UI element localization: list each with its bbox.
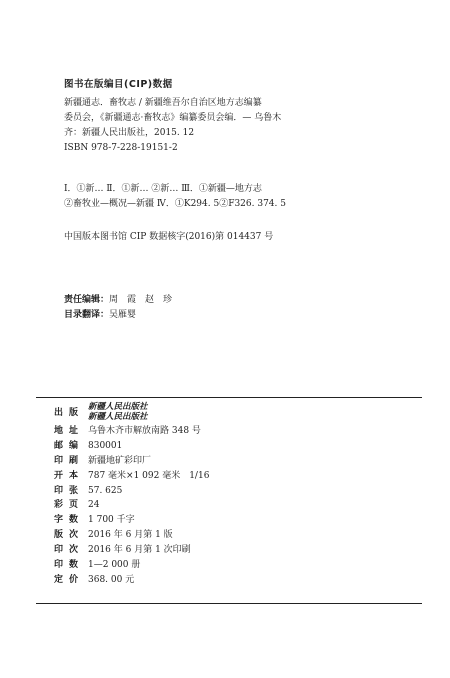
pub-row-printer (54, 454, 414, 469)
subject-headings (64, 182, 384, 212)
pub-label: 印张 (54, 485, 85, 496)
credits (64, 293, 172, 323)
pub-row-format (54, 469, 414, 484)
pub-value: 乌鲁木齐市解放南路 348 号 (88, 426, 201, 436)
pub-label: 出版 (54, 408, 85, 418)
publisher-line: 新疆人民出版社 (88, 412, 148, 422)
pub-value: 787 毫米×1 092 毫米 1/16 (88, 470, 210, 481)
pub-row-color-pages (54, 498, 414, 513)
pub-value: 2016 年 6 月第 1 版 (88, 530, 173, 541)
divider-bottom (36, 603, 422, 604)
isbn-line: ISBN 978-7-228-19151-2 (64, 143, 178, 153)
pub-value: 24 (88, 500, 100, 511)
credit-row-translator (64, 308, 172, 323)
pub-label: 地址 (54, 426, 85, 436)
pub-value: 1 700 千字 (88, 515, 135, 526)
pub-value: 830001 (88, 440, 123, 451)
credit-row-editor (64, 293, 172, 308)
pub-label: 印刷 (54, 455, 85, 466)
cip-line: 齐：新疆人民出版社，2015. 12 (64, 128, 195, 138)
pub-row-printing (54, 543, 414, 558)
pub-value: 2016 年 6 月第 1 次印刷 (88, 545, 191, 556)
pub-value: 1—2 000 册 (88, 560, 141, 571)
pub-label: 邮编 (54, 440, 85, 451)
pub-label: 印数 (54, 560, 85, 571)
cip-line: 新疆通志．畜牧志 / 新疆维吾尔自治区地方志编纂 (64, 98, 262, 108)
pub-row-sheets (54, 484, 414, 499)
subject-line: ②畜牧业—概况—新疆 Ⅳ．①K294. 5②F326. 374. 5 (64, 199, 286, 209)
pub-label: 字数 (54, 515, 85, 526)
pub-row-postcode (54, 439, 414, 454)
publisher-logo-text (88, 402, 148, 424)
publisher-line: 新疆人民出版社 (88, 402, 148, 412)
pub-value: 新疆地矿彩印厂 (88, 455, 152, 466)
pub-value: 57. 625 (88, 485, 123, 496)
pub-row-edition (54, 528, 414, 543)
cip-record (64, 96, 364, 156)
pub-value: 368. 00 元 (88, 574, 135, 585)
pub-label: 彩页 (54, 500, 85, 511)
credit-value: 周 霞 赵 珍 (109, 295, 173, 305)
subject-line: Ⅰ．①新… Ⅱ．①新… ②新… Ⅲ．①新疆—地方志 (64, 184, 262, 194)
credit-value: 吴雁婴 (109, 310, 137, 320)
cip-line: 委员会，《新疆通志·畜牧志》编纂委员会编．— 乌鲁木 (64, 113, 282, 123)
pub-row-print-run (54, 558, 414, 573)
pub-row-address (54, 424, 414, 439)
pub-row-word-count (54, 513, 414, 528)
credit-label: 责任编辑： (64, 295, 110, 305)
divider-top (36, 397, 422, 398)
pub-row-price (54, 573, 414, 588)
cip-title: 图书在版编目(CIP)数据 (64, 79, 173, 90)
pub-label: 定价 (54, 574, 85, 585)
pub-label: 印次 (54, 545, 85, 556)
pub-row-publisher (54, 402, 414, 424)
publication-info (54, 402, 414, 588)
pub-label: 开本 (54, 470, 85, 481)
pub-label: 版次 (54, 530, 85, 541)
cip-data-number: 中国版本图书馆 CIP 数据核字(2016)第 014437 号 (64, 232, 274, 242)
credit-label: 目录翻译： (64, 310, 110, 320)
